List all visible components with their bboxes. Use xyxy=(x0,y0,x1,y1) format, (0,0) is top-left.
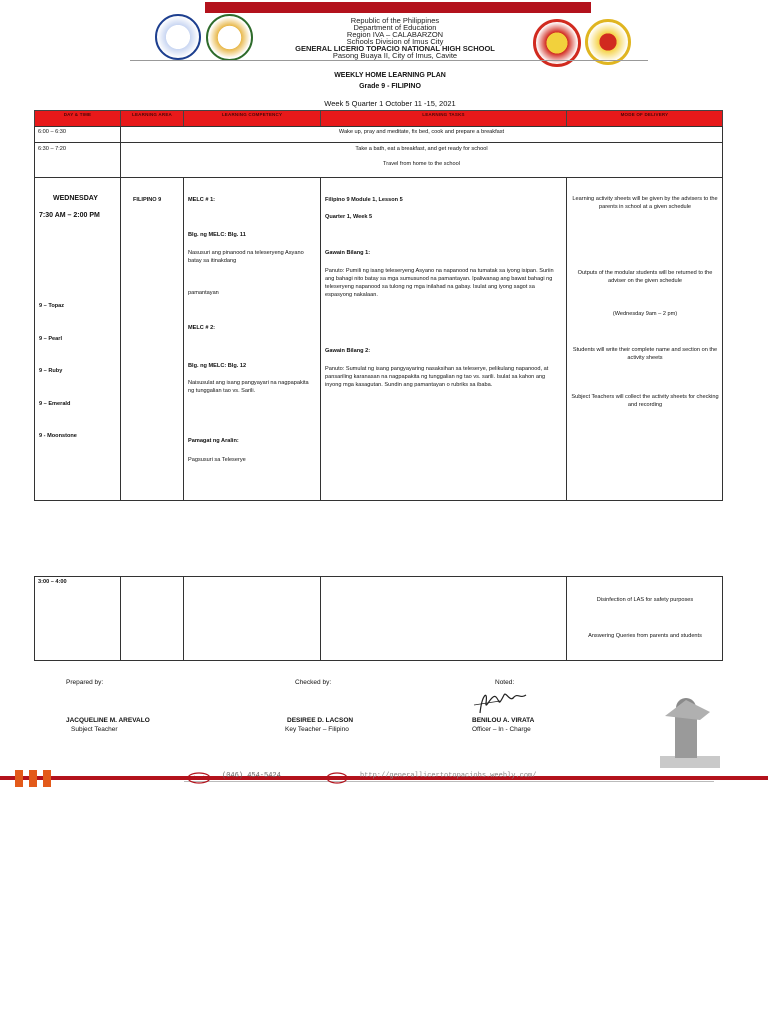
header-learning-competency: LEARNING COMPETENCY xyxy=(183,110,321,127)
delivery-note-1: Learning activity sheets will be given by the advisers to the parents in school at a given schedule xyxy=(572,196,718,210)
afternoon-tasks-cell xyxy=(320,576,567,661)
checked-label: Checked by: xyxy=(295,679,332,686)
afternoon-competency-cell xyxy=(183,576,321,661)
row1-activity-cell: Wake up, pray and meditate, fix bed, cook and prepare a breakfast xyxy=(120,126,723,143)
melc2-label: MELC # 2: xyxy=(188,325,216,331)
disinfection-note: Disinfection of LAS for safety purposes xyxy=(596,597,694,603)
afternoon-area-cell xyxy=(120,576,184,661)
signature-icon xyxy=(470,685,530,717)
noted-name: BENILOU A. VIRATA xyxy=(472,717,535,724)
row2-activity-cell: Take a bath, eat a breakfast, and get ready for school Travel from home to the school xyxy=(120,142,723,178)
footer-rule xyxy=(184,781,714,782)
main-tasks-cell xyxy=(320,177,567,501)
header-divider xyxy=(130,60,648,61)
section-topaz: 9 – Topaz xyxy=(39,303,65,309)
row1-time-cell: 6:00 – 6:30 xyxy=(34,126,121,143)
row2-time-cell: 6:30 – 7:20 xyxy=(34,142,121,178)
delivery-schedule: (Wednesday 9am – 2 pm) xyxy=(612,311,678,317)
header-department: Department of Education xyxy=(353,23,437,32)
header-region: Region IVA – CALABARZON xyxy=(346,30,444,39)
main-day-cell xyxy=(34,177,121,501)
section-moonstone: 9 - Moonstone xyxy=(39,433,77,439)
melc1-number: Blg. ng MELC: Blg. 11 xyxy=(188,232,246,238)
header-division: Schools Division of Imus City xyxy=(346,37,444,46)
noted-label: Noted: xyxy=(495,679,515,686)
gawain1-label: Gawain Bilang 1: xyxy=(325,250,371,256)
school-logo-icon xyxy=(585,19,631,65)
gawain1-instructions: Panuto: Pumili ng isang teleseryeng Asyano na napanood na tumatak sa iyong isipan. Suriin ang bahagi nito batay sa mga sumusunod na pamantayan. Ipaliwanag ang bawat bahagi ng teleseryeng napanood sa tulong ng mga inilahad na gabay. Isulat ang iyong sagot sa espasyong nakalaan. xyxy=(325,268,554,298)
main-competency-cell xyxy=(183,177,321,501)
phone-icon xyxy=(186,772,212,784)
quarter-label: Quarter 1, Week 5 xyxy=(325,214,373,220)
division-seal-icon xyxy=(206,14,253,61)
section-pearl: 9 – Pearl xyxy=(39,336,63,342)
delivery-note-2: Outputs of the modular students will be returned to the adviser on the given schedule xyxy=(577,270,713,284)
melc1-label: MELC # 1: xyxy=(188,197,216,203)
learning-area-label: FILIPINO 9 xyxy=(133,197,162,203)
footer-block-1 xyxy=(15,770,23,787)
main-area-cell xyxy=(120,177,184,501)
melc2-number: Blg. ng MELC: Blg. 12 xyxy=(188,363,247,369)
module-label: Filipino 9 Module 1, Lesson 5 xyxy=(325,197,403,203)
gawain2-instructions: Panuto: Sumulat ng isang pangyayaring nasaksihan sa teleserye, pelikulang napanood, at pansariling karanasan na nagpapakita ng tunggalian ng tao vs. sarili. Isulat sa kahon ang inyong mga kasagutan. Sundin ang pamantayan o rubriks sa ibaba. xyxy=(325,366,549,388)
delivery-note-3: Students will write their complete name and section on the activity sheets xyxy=(572,347,718,361)
gawain2-label: Gawain Bilang 2: xyxy=(325,348,371,354)
header-address: Pasong Buaya II, City of Imus, Cavite xyxy=(332,51,458,60)
header-mode-of-delivery: MODE OF DELIVERY xyxy=(566,110,723,127)
queries-note: Answering Queries from parents and students xyxy=(588,633,702,639)
header-learning-tasks: LEARNING TASKS xyxy=(320,110,567,127)
document-title: WEEKLY HOME LEARNING PLAN xyxy=(334,72,446,79)
web-icon xyxy=(326,772,348,784)
week-label: Week 5 Quarter 1 October 11 -15, 2021 xyxy=(324,99,456,108)
lesson-title: Pagsusuri sa Teleserye xyxy=(188,457,246,463)
footer-block-2 xyxy=(29,770,37,787)
deped-seal-icon xyxy=(155,14,201,60)
checked-role: Key Teacher – Filipino xyxy=(285,726,349,733)
header-banner xyxy=(205,2,591,13)
noted-role: Officer – In - Charge xyxy=(472,726,531,733)
melc1-description-end: pamantayan xyxy=(188,290,219,296)
prepared-label: Prepared by: xyxy=(66,679,104,686)
checked-name: DESIREE D. LACSON xyxy=(287,717,354,724)
header-school-name: GENERAL LICERIO TOPACIO NATIONAL HIGH SCHOOL xyxy=(295,44,495,53)
delivery-note-4: Subject Teachers will collect the activity sheets for checking and recording xyxy=(571,394,719,408)
lesson-title-label: Pamagat ng Aralin: xyxy=(188,438,239,444)
prepared-name: JACQUELINE M. AREVALO xyxy=(66,717,150,724)
footer-phone: (046) 454-5424 xyxy=(222,772,281,780)
time-label: 7:30 AM – 2:00 PM xyxy=(39,212,100,219)
document-subtitle: Grade 9 - FILIPINO xyxy=(359,83,421,90)
footer-block-3 xyxy=(43,770,51,787)
main-delivery-cell xyxy=(566,177,723,501)
afternoon-time-cell: 3:00 – 4:00 xyxy=(34,576,121,661)
melc1-description: Nasusuri ang pinanood na teleseryeng Asyano batay sa itinakdang xyxy=(188,250,304,264)
section-ruby: 9 – Ruby xyxy=(39,368,63,374)
section-emerald: 9 – Emerald xyxy=(39,401,71,407)
afternoon-delivery-cell xyxy=(566,576,723,661)
prepared-role: Subject Teacher xyxy=(71,726,118,733)
header-learning-area: LEARNING AREA xyxy=(120,110,184,127)
header-day-time: DAY & TIME xyxy=(34,110,121,127)
melc2-description: Naisusulat ang isang pangyayari na nagpapakita ng tunggalian tao vs. Sarili. xyxy=(188,380,309,394)
footer-url[interactable]: http://generallicertotopaciohs.weebly.com/ xyxy=(360,772,537,780)
day-label: WEDNESDAY xyxy=(53,195,98,202)
header-republic: Republic of the Philippines xyxy=(350,16,440,25)
statue-image xyxy=(640,686,734,768)
